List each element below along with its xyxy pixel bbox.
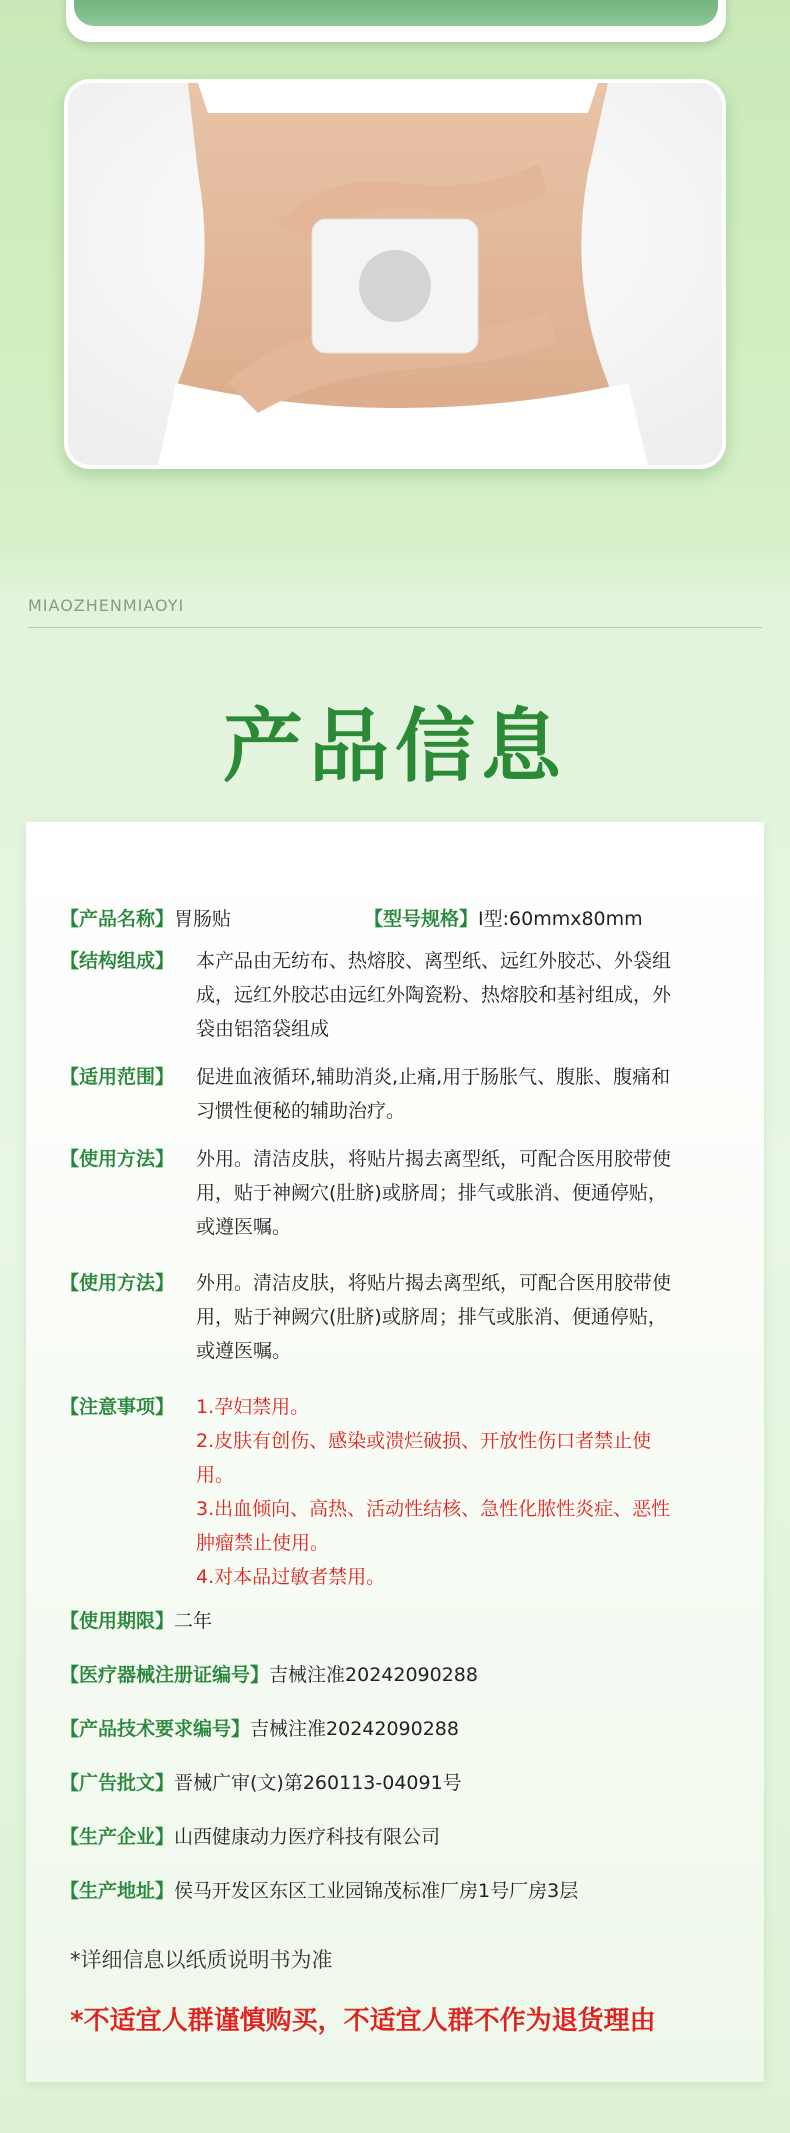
usage-line: 用，贴于神阙穴(肚脐)或脐周；排气或胀消、便通停贴，: [196, 1306, 667, 1328]
brand-name: MIAOZHENMIAOYI: [28, 596, 185, 615]
product-name-value: 胃肠贴: [174, 908, 232, 930]
top-product-card: [66, 0, 726, 42]
address-row: [60, 1874, 578, 1908]
caution-line: 2.皮肤有创伤、感染或溃烂破损、开放性伤口者禁止使: [196, 1430, 652, 1452]
scope-line: 促进血液循环,辅助消炎,止痛,用于肠胀气、腹胀、腹痛和: [196, 1066, 671, 1088]
registration-value: 吉械注准20242090288: [269, 1664, 478, 1686]
ad-approval-label: 【广告批文】: [60, 1772, 175, 1794]
caution-line: 4.对本品过敏者禁用。: [196, 1566, 386, 1588]
product-info-card: [26, 822, 764, 2082]
manufacturer-label: 【生产企业】: [60, 1826, 175, 1848]
caution-section: [60, 1390, 760, 1594]
caution-line: 3.出血倾向、高热、活动性结核、急性化脓性炎症、恶性: [196, 1498, 671, 1520]
tech-spec-value: 吉械注准20242090288: [250, 1718, 459, 1740]
period-value: 二年: [174, 1610, 213, 1632]
registration-label: 【医疗器械注册证编号】: [60, 1664, 270, 1686]
product-photo: [64, 79, 726, 469]
address-label: 【生产地址】: [60, 1880, 175, 1902]
period-row: [60, 1604, 212, 1638]
structure-label: 【结构组成】: [60, 950, 175, 972]
usage-line: 用，贴于神阙穴(肚脐)或脐周；排气或胀消、便通停贴，: [196, 1182, 667, 1204]
usage-section: [60, 1142, 760, 1244]
usage-line: 或遵医嘱。: [196, 1216, 292, 1238]
scope-label: 【适用范围】: [60, 1066, 175, 1088]
divider: [28, 627, 762, 628]
page-title: 产品信息: [223, 700, 567, 793]
tech-spec-label: 【产品技术要求编号】: [60, 1718, 251, 1740]
address-value: 侯马开发区东区工业园锦茂标准厂房1号厂房3层: [174, 1880, 579, 1902]
caution-line: 用。: [196, 1464, 235, 1486]
scope-line: 习惯性便秘的辅助治疗。: [196, 1100, 406, 1122]
usage-label: 【使用方法】: [60, 1272, 175, 1294]
structure-line: 袋由铝箔袋组成: [196, 1018, 330, 1040]
usage-line: 外用。清洁皮肤，将贴片揭去离型纸，可配合医用胶带使: [196, 1148, 672, 1170]
ad-approval-row: [60, 1766, 462, 1800]
registration-row: [60, 1658, 478, 1692]
caution-line: 1.孕妇禁用。: [196, 1396, 310, 1418]
product-spec-value: I型:60mmx80mm: [478, 908, 643, 930]
product-name-row: [60, 902, 231, 936]
abdomen-with-patch-image: [68, 83, 722, 465]
manufacturer-row: [60, 1820, 440, 1854]
product-name-label: 【产品名称】: [60, 908, 175, 930]
purchase-warning: *不适宜人群谨慎购买，不适宜人群不作为退货理由: [70, 2006, 656, 2036]
usage-label: 【使用方法】: [60, 1148, 175, 1170]
scope-section: [60, 1060, 760, 1128]
usage-section-repeat: [60, 1266, 760, 1368]
caution-label: 【注意事项】: [60, 1396, 175, 1418]
tech-spec-row: [60, 1712, 459, 1746]
caution-line: 肿瘤禁止使用。: [196, 1532, 330, 1554]
usage-line: 外用。清洁皮肤，将贴片揭去离型纸，可配合医用胶带使: [196, 1272, 672, 1294]
product-spec-label: 【型号规格】: [364, 908, 479, 930]
ad-approval-value: 晋械广审(文)第260113-04091号: [174, 1772, 462, 1794]
usage-line: 或遵医嘱。: [196, 1340, 292, 1362]
structure-section: [60, 944, 760, 1046]
footnote: *详细信息以纸质说明书为准: [70, 1948, 333, 1972]
structure-line: 成，远红外胶芯由远红外陶瓷粉、热熔胶和基衬组成，外: [196, 984, 672, 1006]
structure-line: 本产品由无纺布、热熔胶、离型纸、远红外胶芯、外袋组: [196, 950, 672, 972]
manufacturer-value: 山西健康动力医疗科技有限公司: [174, 1826, 441, 1848]
period-label: 【使用期限】: [60, 1610, 175, 1632]
product-spec-row: [364, 902, 643, 936]
